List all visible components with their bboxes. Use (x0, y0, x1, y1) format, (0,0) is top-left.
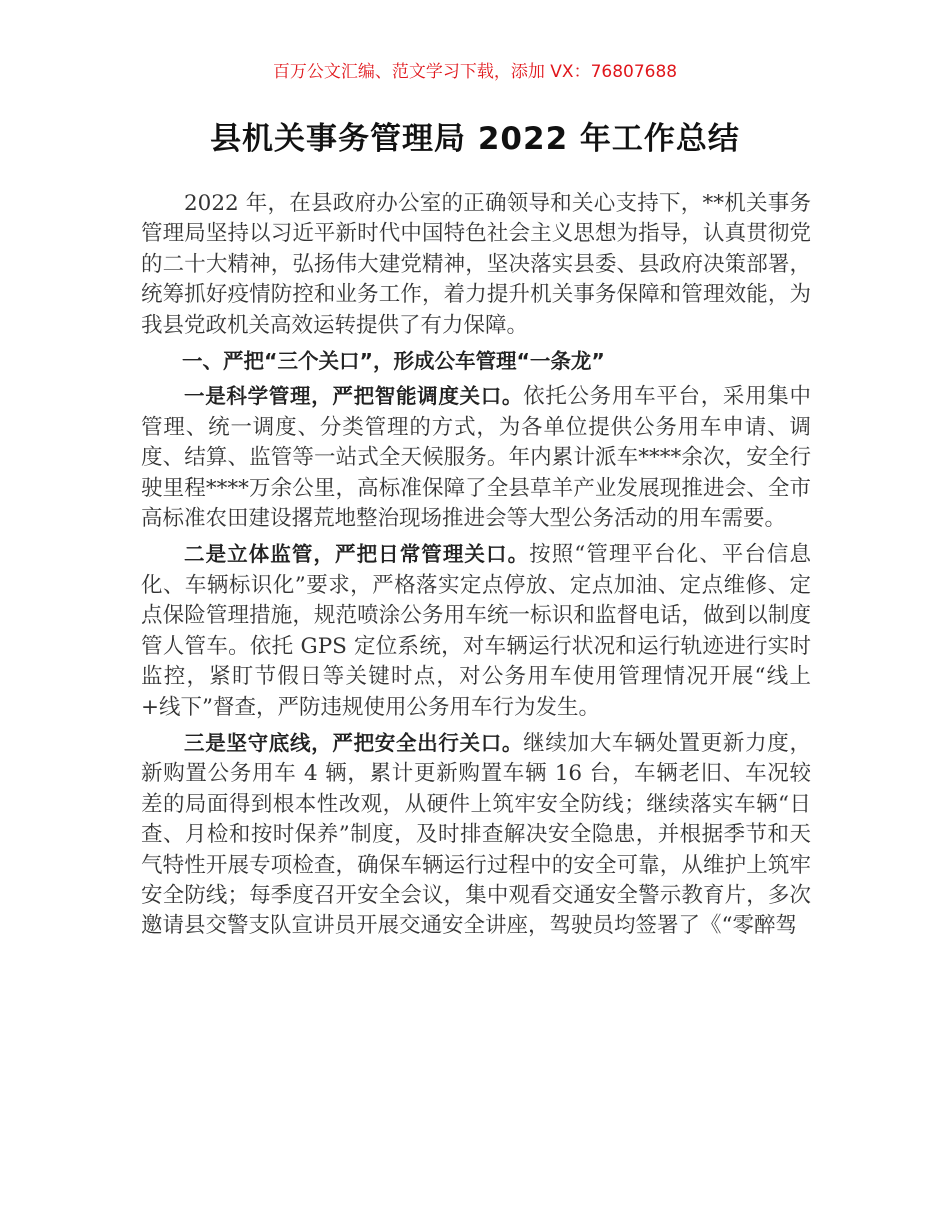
body-paragraph (141, 381, 811, 534)
paragraph-lead: 二是立体监管，严把日常管理关口。 (184, 542, 530, 567)
section-heading: 一、严把“三个关口”，形成公车管理“一条龙” (182, 349, 605, 374)
body-paragraph (141, 728, 811, 942)
paragraph-text: 依托公务用车平台，采用集中管理、统一调度、分类管理的方式，为各单位提供公务用车申请、调度、结算、监管等一站式全天候服务。年内累计派车****余次，安全行驶里程****万余公里，高标准保障了全县草羊产业发展现推进会、全市高标准农田建设撂荒地整治现场推进会等大型公务活动的用车需要。 (141, 384, 811, 532)
paragraph-lead: 一是科学管理，严把智能调度关口。 (184, 384, 524, 409)
paragraph-text: 继续加大车辆处置更新力度，新购置公务用车 4 辆，累计更新购置车辆 16 台，车辆老旧、车况较差的局面得到根本性改观，从硬件上筑牢安全防线；继续落实车辆“日查、月检和按时保养”制度，及时排查解决安全隐患，并根据季节和天气特性开展专项检查，确保车辆运行过程中的安全可靠，从维护上筑牢安全防线；每季度召开安全会议，集中观看交通安全警示教育片，多次邀请县交警支队宣讲员开展交通安全讲座，驾驶员均签署了《“零醉驾 (141, 730, 811, 939)
watermark-banner: 百万公文汇编、范文学习下载，添加 VX：76807688 (272, 62, 678, 82)
paragraph-text: 按照“管理平台化、平台信息化、车辆标识化”要求，严格落实定点停放、定点加油、定点维修、定点保险管理措施，规范喷涂公务用车统一标识和监督电话，做到以制度管人管车。依托 GPS 定位系统，对车辆运行状况和运行轨迹进行实时监控，紧盯节假日等关键时点，对公务用车使用管理情况开展“线上+线下”督查，严防违规使用公务用车行为发生。 (141, 542, 812, 720)
body-paragraph (141, 539, 811, 722)
document-body (141, 189, 811, 942)
paragraph-lead: 三是坚守底线，严把安全出行关口。 (184, 730, 524, 755)
intro-paragraph: 2022 年，在县政府办公室的正确领导和关心支持下，**机关事务管理局坚持以习近平新时代中国特色社会主义思想为指导，认真贯彻党的二十大精神，弘扬伟大建党精神，坚决落实县委、县政府决策部署，统筹抓好疫情防控和业务工作，着力提升机关事务保障和管理效能，为我县党政机关高效运转提供了有力保障。 (141, 191, 811, 338)
document-title: 县机关事务管理局 2022 年工作总结 (210, 121, 740, 157)
